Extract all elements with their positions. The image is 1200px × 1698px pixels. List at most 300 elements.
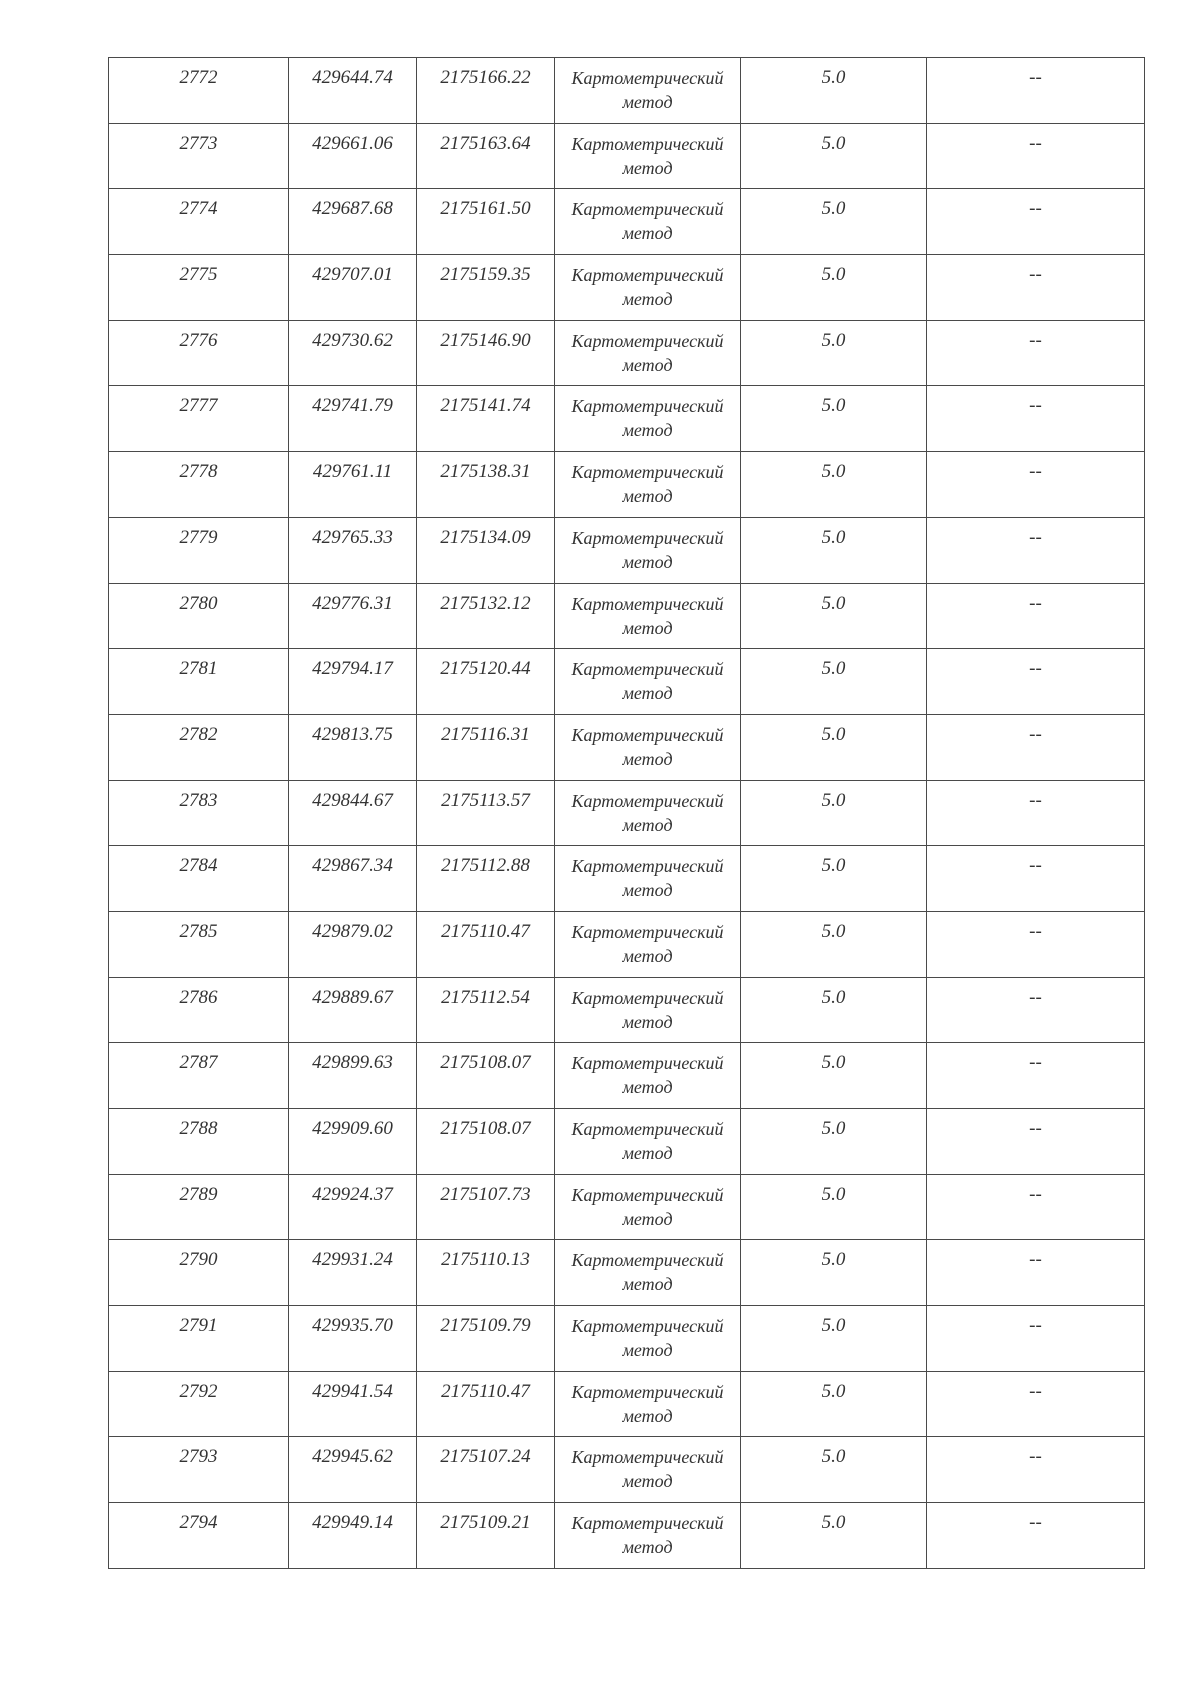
x-text: 429644.74: [312, 67, 393, 88]
description-text: --: [1029, 1315, 1042, 1337]
description-cell: [927, 714, 1145, 780]
y-coordinate-cell: [417, 123, 555, 189]
x-text: 429924.37: [312, 1183, 393, 1205]
coordinates-table-body: [109, 58, 1145, 1569]
method-line-1: Картометрический: [571, 1316, 724, 1337]
point-number-cell: [109, 452, 289, 518]
point-text: 2794: [179, 1512, 218, 1534]
accuracy-cell: [741, 386, 927, 452]
description-text: --: [1029, 264, 1042, 286]
y-coordinate-cell: [417, 780, 555, 846]
point-text: 2780: [179, 592, 218, 614]
table-row: [109, 255, 1145, 321]
method-line-1: Картометрический: [571, 1053, 724, 1074]
method-cell: [555, 1306, 741, 1372]
table-row: [109, 1109, 1145, 1175]
method-cell: [555, 714, 741, 780]
method-line-1: Картометрический: [571, 527, 724, 548]
accuracy-text: 5.0: [821, 723, 846, 745]
accuracy-text: 5.0: [821, 198, 846, 220]
description-cell: [927, 386, 1145, 452]
y-text: 2175132.12: [440, 592, 531, 614]
point-number-cell: [109, 780, 289, 846]
point-number-cell: [109, 1306, 289, 1372]
y-text: 2175109.21: [440, 1512, 531, 1534]
x-coordinate-cell: [289, 189, 417, 255]
point-number-cell: [109, 1240, 289, 1306]
x-coordinate-cell: [289, 1174, 417, 1240]
description-cell: [927, 780, 1145, 846]
y-coordinate-cell: [417, 255, 555, 321]
x-coordinate-cell: [289, 255, 417, 321]
x-text: 429935.70: [312, 1315, 393, 1337]
x-coordinate-cell: [289, 1109, 417, 1175]
method-cell: [555, 846, 741, 912]
method-line-2: метод: [622, 1077, 673, 1098]
table-row: [109, 583, 1145, 649]
method-line-2: метод: [622, 748, 673, 769]
method-line-1: Картометрический: [571, 1447, 724, 1468]
y-text: 2175166.22: [440, 67, 531, 88]
method-cell: [555, 1240, 741, 1306]
y-text: 2175113.57: [441, 789, 530, 811]
x-text: 429776.31: [312, 592, 393, 614]
y-coordinate-cell: [417, 1437, 555, 1503]
description-cell: [927, 846, 1145, 912]
point-text: 2784: [179, 855, 218, 877]
y-text: 2175120.44: [440, 658, 531, 680]
accuracy-cell: [741, 846, 927, 912]
method-line-2: метод: [622, 683, 673, 704]
method-cell: [555, 452, 741, 518]
y-text: 2175141.74: [440, 395, 531, 417]
x-text: 429794.17: [312, 658, 393, 680]
method-cell: [555, 649, 741, 715]
description-text: --: [1029, 920, 1042, 942]
accuracy-text: 5.0: [821, 592, 846, 614]
description-cell: [927, 649, 1145, 715]
y-text: 2175110.13: [441, 1249, 530, 1271]
description-cell: [927, 911, 1145, 977]
y-coordinate-cell: [417, 714, 555, 780]
y-coordinate-cell: [417, 583, 555, 649]
accuracy-text: 5.0: [821, 1183, 846, 1205]
method-line-2: метод: [622, 1471, 673, 1492]
method-line-1: Картометрический: [571, 1250, 724, 1271]
accuracy-text: 5.0: [821, 461, 846, 483]
method-line-2: метод: [622, 157, 673, 178]
x-coordinate-cell: [289, 452, 417, 518]
point-text: 2787: [179, 1052, 218, 1074]
accuracy-text: 5.0: [821, 264, 846, 286]
x-coordinate-cell: [289, 320, 417, 386]
accuracy-cell: [741, 780, 927, 846]
x-text: 429707.01: [312, 264, 393, 286]
method-line-2: метод: [622, 880, 673, 901]
accuracy-cell: [741, 714, 927, 780]
x-coordinate-cell: [289, 1371, 417, 1437]
coordinates-table: [108, 57, 1145, 1569]
point-number-cell: [109, 255, 289, 321]
x-coordinate-cell: [289, 517, 417, 583]
accuracy-cell: [741, 320, 927, 386]
x-text: 429879.02: [312, 920, 393, 942]
method-cell: [555, 386, 741, 452]
description-text: --: [1029, 1380, 1042, 1402]
point-text: 2790: [179, 1249, 218, 1271]
accuracy-cell: [741, 452, 927, 518]
description-text: --: [1029, 723, 1042, 745]
x-text: 429945.62: [312, 1446, 393, 1468]
accuracy-text: 5.0: [821, 920, 846, 942]
table-row: [109, 320, 1145, 386]
description-text: --: [1029, 855, 1042, 877]
table-row: [109, 189, 1145, 255]
accuracy-cell: [741, 1306, 927, 1372]
accuracy-text: 5.0: [821, 658, 846, 680]
table-row: [109, 1437, 1145, 1503]
method-line-2: метод: [622, 1537, 673, 1558]
y-text: 2175134.09: [440, 526, 531, 548]
x-text: 429941.54: [312, 1380, 393, 1402]
description-cell: [927, 123, 1145, 189]
point-text: 2773: [179, 132, 218, 154]
x-coordinate-cell: [289, 583, 417, 649]
y-coordinate-cell: [417, 1174, 555, 1240]
x-coordinate-cell: [289, 846, 417, 912]
method-line-1: Картометрический: [571, 462, 724, 483]
point-number-cell: [109, 517, 289, 583]
point-text: 2782: [179, 723, 218, 745]
y-coordinate-cell: [417, 1371, 555, 1437]
method-line-1: Картометрический: [571, 987, 724, 1008]
accuracy-text: 5.0: [821, 1446, 846, 1468]
table-row: [109, 452, 1145, 518]
method-line-1: Картометрический: [571, 396, 724, 417]
y-coordinate-cell: [417, 977, 555, 1043]
method-line-2: метод: [622, 551, 673, 572]
method-line-2: метод: [622, 420, 673, 441]
description-cell: [927, 517, 1145, 583]
method-line-1: Картометрический: [571, 659, 724, 680]
x-text: 429899.63: [312, 1052, 393, 1074]
description-text: --: [1029, 329, 1042, 351]
accuracy-text: 5.0: [821, 1118, 846, 1139]
accuracy-cell: [741, 1503, 927, 1569]
method-cell: [555, 780, 741, 846]
table-row: [109, 1306, 1145, 1372]
method-line-1: Картометрический: [571, 1513, 724, 1534]
point-number-cell: [109, 1503, 289, 1569]
accuracy-cell: [741, 189, 927, 255]
description-cell: [927, 189, 1145, 255]
method-cell: [555, 1109, 741, 1175]
accuracy-text: 5.0: [821, 855, 846, 877]
description-cell: [927, 452, 1145, 518]
x-text: 429761.11: [312, 461, 393, 483]
y-coordinate-cell: [417, 1306, 555, 1372]
accuracy-cell: [741, 1043, 927, 1109]
x-text: 429741.79: [312, 395, 393, 417]
point-number-cell: [109, 1437, 289, 1503]
x-coordinate-cell: [289, 1503, 417, 1569]
method-cell: [555, 255, 741, 321]
table-row: [109, 1503, 1145, 1569]
description-text: --: [1029, 461, 1042, 483]
table-row: [109, 911, 1145, 977]
y-text: 2175112.88: [441, 855, 530, 877]
y-coordinate-cell: [417, 1043, 555, 1109]
accuracy-text: 5.0: [821, 986, 846, 1008]
point-number-cell: [109, 1043, 289, 1109]
method-line-2: метод: [622, 1340, 673, 1361]
description-cell: [927, 1109, 1145, 1175]
point-text: 2785: [179, 920, 218, 942]
x-text: 429844.67: [312, 789, 393, 811]
point-text: 2776: [179, 329, 218, 351]
method-line-1: Картометрический: [571, 724, 724, 745]
method-line-2: метод: [622, 223, 673, 244]
description-cell: [927, 320, 1145, 386]
x-coordinate-cell: [289, 1437, 417, 1503]
table-row: [109, 977, 1145, 1043]
accuracy-text: 5.0: [821, 1052, 846, 1074]
y-text: 2175112.54: [441, 986, 530, 1008]
description-text: --: [1029, 658, 1042, 680]
method-line-2: метод: [622, 1143, 673, 1163]
point-number-cell: [109, 58, 289, 124]
accuracy-text: 5.0: [821, 1512, 846, 1534]
accuracy-cell: [741, 1109, 927, 1175]
method-line-2: метод: [622, 1011, 673, 1032]
point-number-cell: [109, 1174, 289, 1240]
y-coordinate-cell: [417, 189, 555, 255]
description-text: --: [1029, 1446, 1042, 1468]
x-coordinate-cell: [289, 649, 417, 715]
y-coordinate-cell: [417, 1503, 555, 1569]
accuracy-cell: [741, 911, 927, 977]
method-cell: [555, 517, 741, 583]
y-text: 2175107.24: [440, 1446, 531, 1468]
description-text: --: [1029, 132, 1042, 154]
y-coordinate-cell: [417, 452, 555, 518]
method-cell: [555, 320, 741, 386]
accuracy-cell: [741, 123, 927, 189]
accuracy-cell: [741, 649, 927, 715]
method-line-2: метод: [622, 617, 673, 638]
method-line-1: Картометрический: [571, 790, 724, 811]
method-line-2: метод: [622, 289, 673, 310]
method-line-2: метод: [622, 945, 673, 966]
x-text: 429813.75: [312, 723, 393, 745]
description-cell: [927, 1043, 1145, 1109]
x-coordinate-cell: [289, 1043, 417, 1109]
y-text: 2175110.47: [441, 1380, 530, 1402]
accuracy-text: 5.0: [821, 329, 846, 351]
y-text: 2175161.50: [440, 198, 531, 220]
point-number-cell: [109, 123, 289, 189]
accuracy-cell: [741, 1174, 927, 1240]
x-text: 429765.33: [312, 526, 393, 548]
table-row: [109, 649, 1145, 715]
table-row: [109, 517, 1145, 583]
x-coordinate-cell: [289, 911, 417, 977]
method-line-2: метод: [622, 1274, 673, 1295]
x-text: 429889.67: [312, 986, 393, 1008]
method-line-1: Картометрический: [571, 1119, 724, 1139]
description-cell: [927, 1240, 1145, 1306]
table-row: [109, 1371, 1145, 1437]
point-text: 2788: [179, 1118, 218, 1139]
y-text: 2175146.90: [440, 329, 531, 351]
description-cell: [927, 977, 1145, 1043]
x-text: 429867.34: [312, 855, 393, 877]
method-cell: [555, 911, 741, 977]
accuracy-cell: [741, 1437, 927, 1503]
y-coordinate-cell: [417, 846, 555, 912]
accuracy-text: 5.0: [821, 1315, 846, 1337]
point-number-cell: [109, 386, 289, 452]
y-text: 2175138.31: [440, 461, 531, 483]
point-text: 2781: [179, 658, 218, 680]
description-text: --: [1029, 198, 1042, 220]
method-line-2: метод: [622, 1405, 673, 1426]
table-row: [109, 1174, 1145, 1240]
table-row: [109, 386, 1145, 452]
description-text: --: [1029, 1052, 1042, 1074]
description-cell: [927, 1306, 1145, 1372]
description-text: --: [1029, 1249, 1042, 1271]
method-cell: [555, 58, 741, 124]
method-line-1: Картометрический: [571, 68, 724, 88]
accuracy-text: 5.0: [821, 395, 846, 417]
method-cell: [555, 977, 741, 1043]
y-coordinate-cell: [417, 320, 555, 386]
x-coordinate-cell: [289, 58, 417, 124]
method-line-2: метод: [622, 1208, 673, 1229]
point-text: 2793: [179, 1446, 218, 1468]
y-coordinate-cell: [417, 1109, 555, 1175]
description-text: --: [1029, 789, 1042, 811]
accuracy-cell: [741, 255, 927, 321]
x-text: 429687.68: [312, 198, 393, 220]
method-line-1: Картометрический: [571, 199, 724, 220]
table-row: [109, 1240, 1145, 1306]
x-coordinate-cell: [289, 386, 417, 452]
y-coordinate-cell: [417, 1240, 555, 1306]
description-text: --: [1029, 986, 1042, 1008]
method-cell: [555, 1371, 741, 1437]
point-text: 2786: [179, 986, 218, 1008]
y-text: 2175159.35: [440, 264, 531, 286]
description-cell: [927, 1371, 1145, 1437]
x-coordinate-cell: [289, 714, 417, 780]
accuracy-cell: [741, 1240, 927, 1306]
point-number-cell: [109, 1371, 289, 1437]
method-line-1: Картометрический: [571, 265, 724, 286]
y-text: 2175108.07: [440, 1052, 531, 1074]
table-row: [109, 1043, 1145, 1109]
accuracy-cell: [741, 1371, 927, 1437]
accuracy-text: 5.0: [821, 132, 846, 154]
method-cell: [555, 123, 741, 189]
accuracy-text: 5.0: [821, 526, 846, 548]
point-number-cell: [109, 1109, 289, 1175]
y-text: 2175107.73: [440, 1183, 531, 1205]
point-number-cell: [109, 911, 289, 977]
method-cell: [555, 1437, 741, 1503]
method-line-1: Картометрический: [571, 593, 724, 614]
y-text: 2175108.07: [440, 1118, 531, 1139]
table-row: [109, 846, 1145, 912]
point-number-cell: [109, 583, 289, 649]
method-cell: [555, 189, 741, 255]
table-row: [109, 58, 1145, 124]
table-row: [109, 714, 1145, 780]
accuracy-text: 5.0: [821, 67, 846, 88]
description-text: --: [1029, 67, 1042, 88]
point-number-cell: [109, 846, 289, 912]
y-text: 2175110.47: [441, 920, 530, 942]
description-cell: [927, 255, 1145, 321]
y-coordinate-cell: [417, 911, 555, 977]
point-number-cell: [109, 649, 289, 715]
x-coordinate-cell: [289, 1306, 417, 1372]
y-coordinate-cell: [417, 58, 555, 124]
x-text: 429949.14: [312, 1512, 393, 1534]
y-coordinate-cell: [417, 386, 555, 452]
point-text: 2789: [179, 1183, 218, 1205]
description-cell: [927, 1174, 1145, 1240]
point-text: 2791: [179, 1315, 218, 1337]
method-line-1: Картометрический: [571, 1184, 724, 1205]
point-text: 2777: [179, 395, 218, 417]
accuracy-cell: [741, 977, 927, 1043]
method-line-2: метод: [622, 92, 673, 112]
point-text: 2783: [179, 789, 218, 811]
description-cell: [927, 1437, 1145, 1503]
description-text: --: [1029, 1512, 1042, 1534]
accuracy-cell: [741, 58, 927, 124]
point-number-cell: [109, 189, 289, 255]
method-cell: [555, 1174, 741, 1240]
description-cell: [927, 583, 1145, 649]
method-cell: [555, 1503, 741, 1569]
x-text: 429730.62: [312, 329, 393, 351]
y-text: 2175116.31: [441, 723, 530, 745]
point-text: 2778: [179, 461, 218, 483]
point-number-cell: [109, 320, 289, 386]
table-row: [109, 780, 1145, 846]
accuracy-cell: [741, 517, 927, 583]
x-text: 429909.60: [312, 1118, 393, 1139]
table-row: [109, 123, 1145, 189]
method-cell: [555, 1043, 741, 1109]
method-line-2: метод: [622, 814, 673, 835]
method-line-1: Картометрический: [571, 330, 724, 351]
description-cell: [927, 58, 1145, 124]
method-line-2: метод: [622, 354, 673, 375]
method-line-1: Картометрический: [571, 1381, 724, 1402]
method-cell: [555, 583, 741, 649]
method-line-1: Картометрический: [571, 921, 724, 942]
y-coordinate-cell: [417, 649, 555, 715]
x-text: 429661.06: [312, 132, 393, 154]
point-text: 2775: [179, 264, 218, 286]
description-cell: [927, 1503, 1145, 1569]
x-text: 429931.24: [312, 1249, 393, 1271]
point-text: 2792: [179, 1380, 218, 1402]
